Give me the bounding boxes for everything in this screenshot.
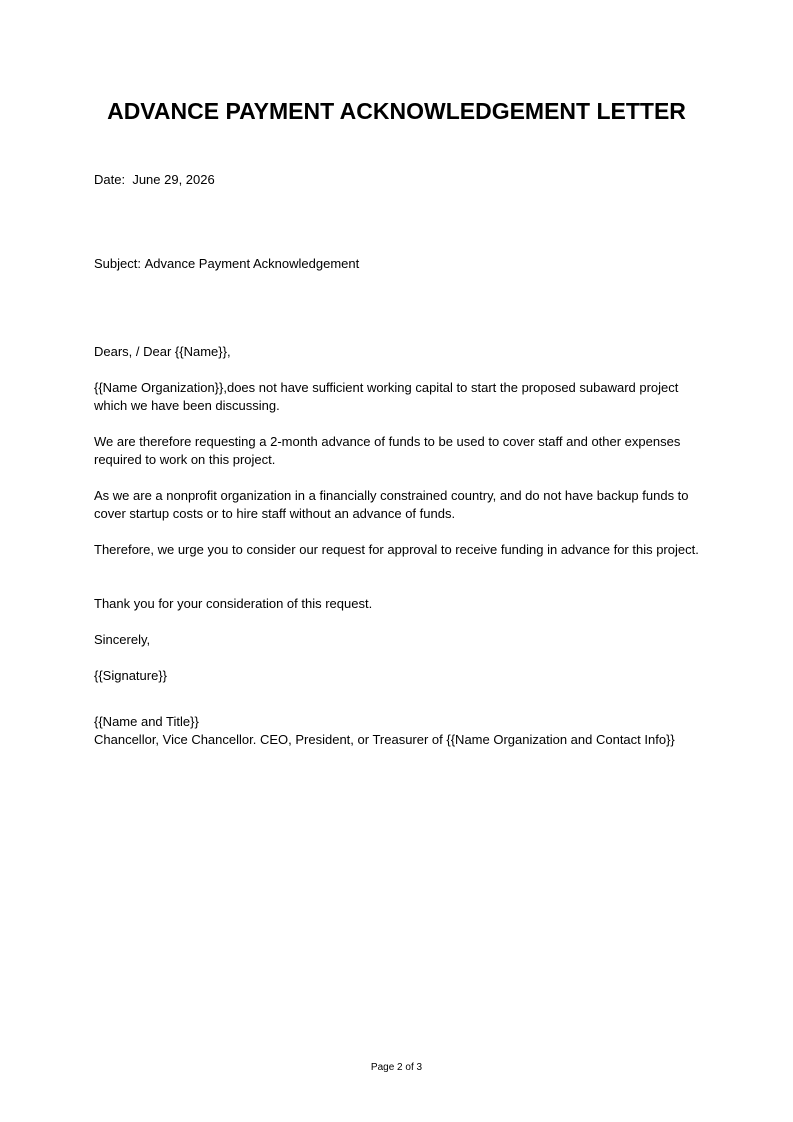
date-value: June 29, 2026 (132, 172, 215, 187)
paragraph-4: Therefore, we urge you to consider our request for approval to receive funding in advance for this project. (94, 542, 699, 557)
position-line: Chancellor, Vice Chancellor. CEO, President, or Treasurer of {{Name Organization and Contact Info}} (94, 732, 675, 747)
subject-value: Advance Payment Acknowledgement (144, 256, 360, 271)
page-number: Page 2 of 3 (370, 1062, 423, 1073)
paragraph-5: Thank you for your consideration of this request. (94, 596, 373, 611)
closing: Sincerely, (94, 632, 151, 647)
name-and-title: {{Name and Title}} (94, 714, 199, 729)
subject-line (94, 255, 704, 273)
subject-label: Subject: (94, 256, 141, 271)
paragraph-2: We are therefore requesting a 2-month advance of funds to be used to cover staff and other expenses required to work on this project. (94, 434, 681, 467)
paragraph-3: As we are a nonprofit organization in a financially constrained country, and do not have backup funds to cover startup costs or to hire staff without an advance of funds. (94, 488, 689, 521)
salutation: Dears, / Dear {{Name}}, (94, 344, 231, 359)
paragraph-1: {{Name Organization}},does not have sufficient working capital to start the proposed subaward project which we have been discussing. (94, 380, 679, 413)
date-label: Date: (94, 172, 126, 187)
document-title: ADVANCE PAYMENT ACKNOWLEDGEMENT LETTER (107, 98, 686, 124)
signature-placeholder: {{Signature}} (94, 668, 168, 683)
date-line (94, 171, 704, 189)
